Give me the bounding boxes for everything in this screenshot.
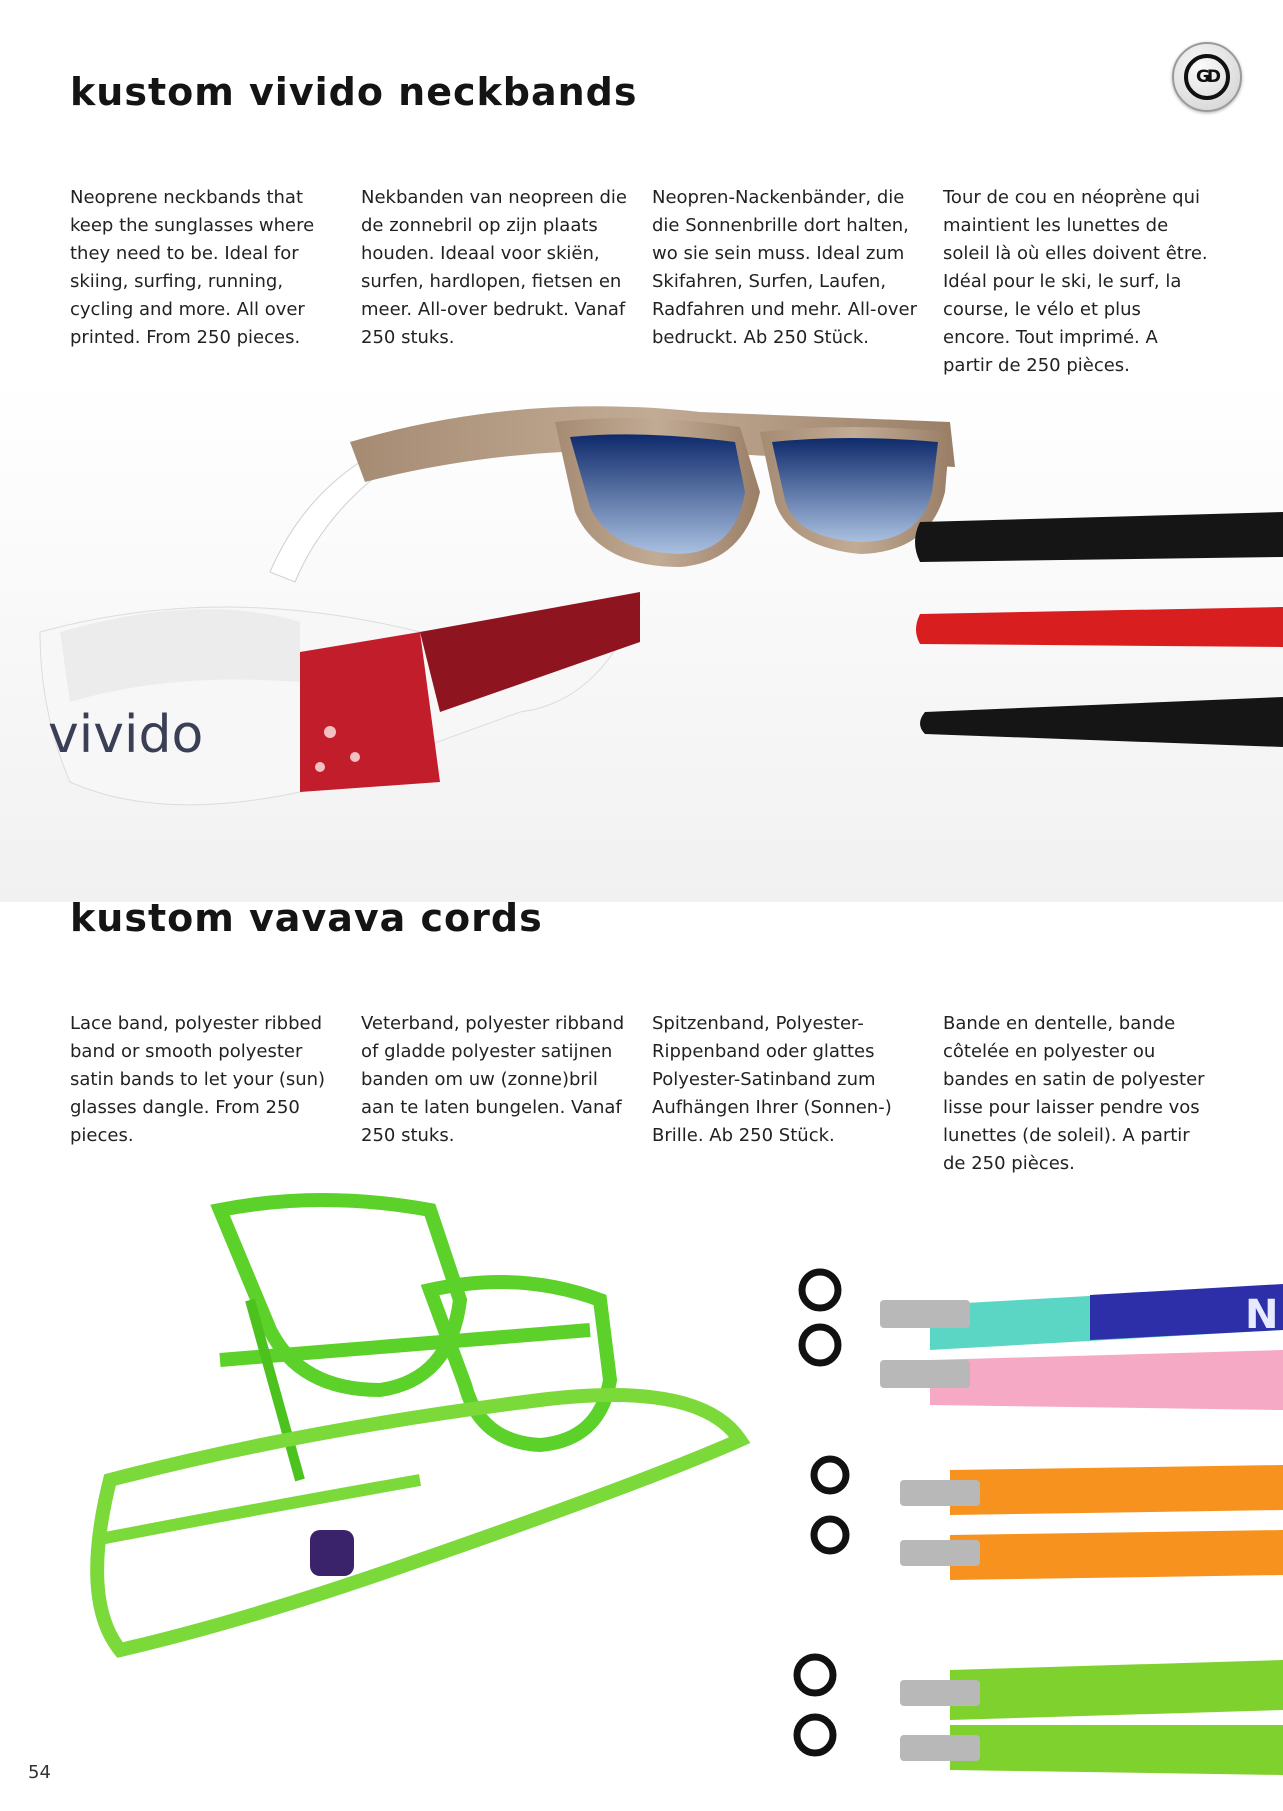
- description-en: Neoprene neckbands that keep the sunglasses where they need to be. Ideal for skiing, surfing, running, cycling and more. All over printed. From 250 pieces.: [70, 187, 315, 348]
- neckband-print-text: vivido: [48, 705, 204, 765]
- cords-description-nl: Veterband, polyester ribband of gladde polyester satijnen banden om uw (zonne)bril aan te laten bungelen. Vanaf 250 stuks.: [361, 1013, 625, 1146]
- cords-description-en: Lace band, polyester ribbed band or smooth polyester satin bands to let your (sun) glasses dangle. From 250 pieces.: [70, 1013, 326, 1146]
- cords-description: [70, 1010, 1220, 1178]
- neckband-illustration: [0, 382, 1283, 902]
- neckband-color-swatches: [915, 512, 1283, 747]
- cords-description-de: Spitzenband, Polyester-Rippenband oder glattes Polyester-Satinband zum Aufhängen Ihrer (Sonnen-) Brille. Ab 250 Stück.: [652, 1013, 892, 1146]
- logo-mark: GD: [1184, 54, 1230, 100]
- description-fr: Tour de cou en néoprène qui maintient les lunettes de soleil là où elles doivent être. Idéal pour le ski, le surf, la course, le vélo et plus encore. Tout imprimé. A partir de 250 pièces.: [943, 187, 1208, 376]
- cords-product-photo: [0, 1180, 1283, 1811]
- section-title-cords: kustom vavava cords: [70, 896, 543, 940]
- brand-logo: [1172, 42, 1242, 112]
- cord-print-text: N: [1245, 1292, 1279, 1338]
- description-de: Neopren-Nackenbänder, die die Sonnenbrille dort halten, wo sie sein muss. Ideal zum Skifahren, Surfen, Laufen, Radfahren und mehr. All-over bedruckt. Ab 250 Stück.: [652, 187, 918, 348]
- cords-illustration: [0, 1180, 1283, 1811]
- page-number: 54: [28, 1762, 51, 1783]
- section-title-neckbands: kustom vivido neckbands: [70, 70, 638, 114]
- neckbands-description: [70, 184, 1220, 380]
- cords-description-fr: Bande en dentelle, bande côtelée en polyester ou bandes en satin de polyester lisse pour laisser pendre vos lunettes (de soleil). A partir de 250 pièces.: [943, 1013, 1205, 1174]
- neckband-product-photo: [0, 382, 1283, 902]
- description-nl: Nekbanden van neopreen die de zonnebril op zijn plaats houden. Ideaal voor skiën, surfen, hardlopen, fietsen en meer. All-over bedrukt. Vanaf 250 stuks.: [361, 187, 627, 348]
